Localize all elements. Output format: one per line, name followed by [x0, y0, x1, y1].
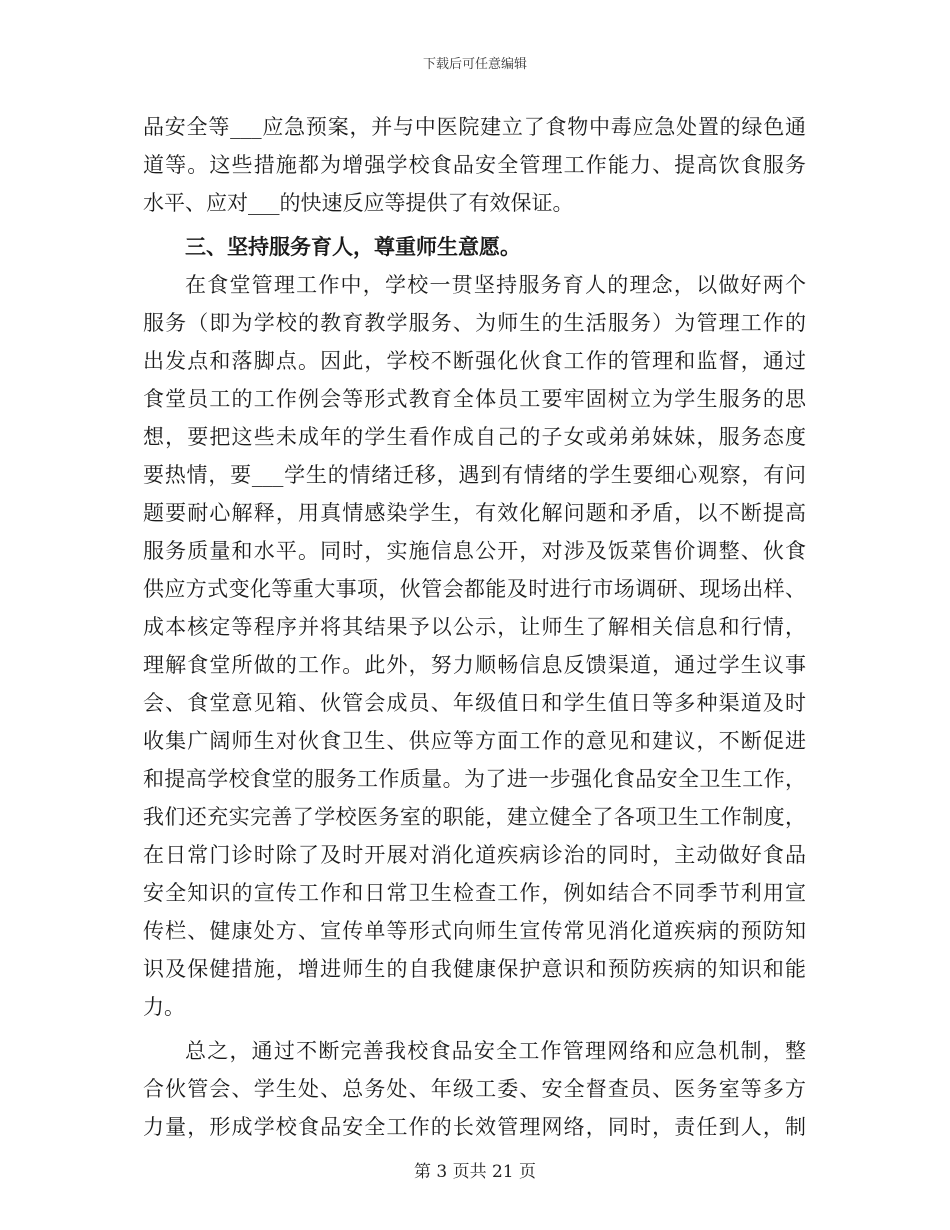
paragraph-line: 在日常门诊时除了及时开展对消化道疾病诊治的同时，主动做好食品: [143, 843, 806, 867]
paragraph-line: 收集广阔师生对伙食卫生、供应等方面工作的意见和建议，不断促进: [143, 729, 806, 753]
paragraph-line: 会、食堂意见箱、伙管会成员、年级值日和学生值日等多种渠道及时: [143, 691, 806, 715]
paragraph-line: 出发点和落脚点。因此，学校不断强化伙食工作的管理和监督，通过: [143, 349, 806, 373]
paragraph-line: 水平、应对___的快速反应等提供了有效保证。: [143, 191, 574, 215]
paragraph-line: 题要耐心解释，用真情感染学生，有效化解问题和矛盾，以不断提高: [143, 501, 806, 525]
paragraph-line: 安全知识的宣传工作和日常卫生检查工作，例如结合不同季节利用宣: [143, 881, 806, 905]
paragraph-line: 服务质量和水平。同时，实施信息公开，对涉及饭菜售价调整、伙食: [143, 539, 806, 563]
paragraph-line: 合伙管会、学生处、总务处、年级工委、安全督查员、医务室等多方: [143, 1077, 806, 1101]
paragraph-line: 成本核定等程序并将其结果予以公示，让师生了解相关信息和行情，: [143, 615, 806, 639]
paragraph-line: 服务（即为学校的教育教学服务、为师生的生活服务）为管理工作的: [143, 311, 806, 335]
paragraph-line: 和提高学校食堂的服务工作质量。为了进一步强化食品安全卫生工作，: [143, 767, 806, 791]
document-body: [143, 108, 806, 1146]
section-heading: 三、坚持服务育人，尊重师生意愿。: [185, 234, 521, 259]
paragraph-line: 力量，形成学校食品安全工作的长效管理网络，同时，责任到人，制: [143, 1115, 806, 1139]
paragraph-line: 在食堂管理工作中，学校一贯坚持服务育人的理念，以做好两个: [185, 273, 806, 297]
paragraph-line: 食堂员工的工作例会等形式教育全体员工要牢固树立为学生服务的思: [143, 387, 806, 411]
page-number: 第 3 页共 21 页: [413, 1162, 537, 1182]
paragraph-line: 总之，通过不断完善我校食品安全工作管理网络和应急机制，整: [185, 1039, 806, 1063]
paragraph-line: 我们还充实完善了学校医务室的职能，建立健全了各项卫生工作制度，: [143, 805, 806, 829]
paragraph-line: 传栏、健康处方、宣传单等形式向师生宣传常见消化道疾病的预防知: [143, 919, 806, 943]
paragraph-line: 道等。这些措施都为增强学校食品安全管理工作能力、提高饮食服务: [143, 153, 806, 177]
paragraph-line: 要热情，要___学生的情绪迁移，遇到有情绪的学生要细心观察，有问: [143, 463, 806, 487]
paragraph-line: 理解食堂所做的工作。此外，努力顺畅信息反馈渠道，通过学生议事: [143, 653, 806, 677]
paragraph-line: 供应方式变化等重大事项，伙管会都能及时进行市场调研、现场出样、: [143, 577, 806, 601]
paragraph-line: 品安全等___应急预案，并与中医院建立了食物中毒应急处置的绿色通: [143, 115, 806, 139]
page-header: 下载后可任意编辑: [422, 57, 527, 72]
paragraph-line: 识及保健措施，增进师生的自我健康保护意识和预防疾病的知识和能: [143, 957, 806, 981]
paragraph-line: 想，要把这些未成年的学生看作成自己的子女或弟弟妹妹，服务态度: [143, 425, 806, 449]
paragraph-line: 力。: [143, 995, 185, 1019]
